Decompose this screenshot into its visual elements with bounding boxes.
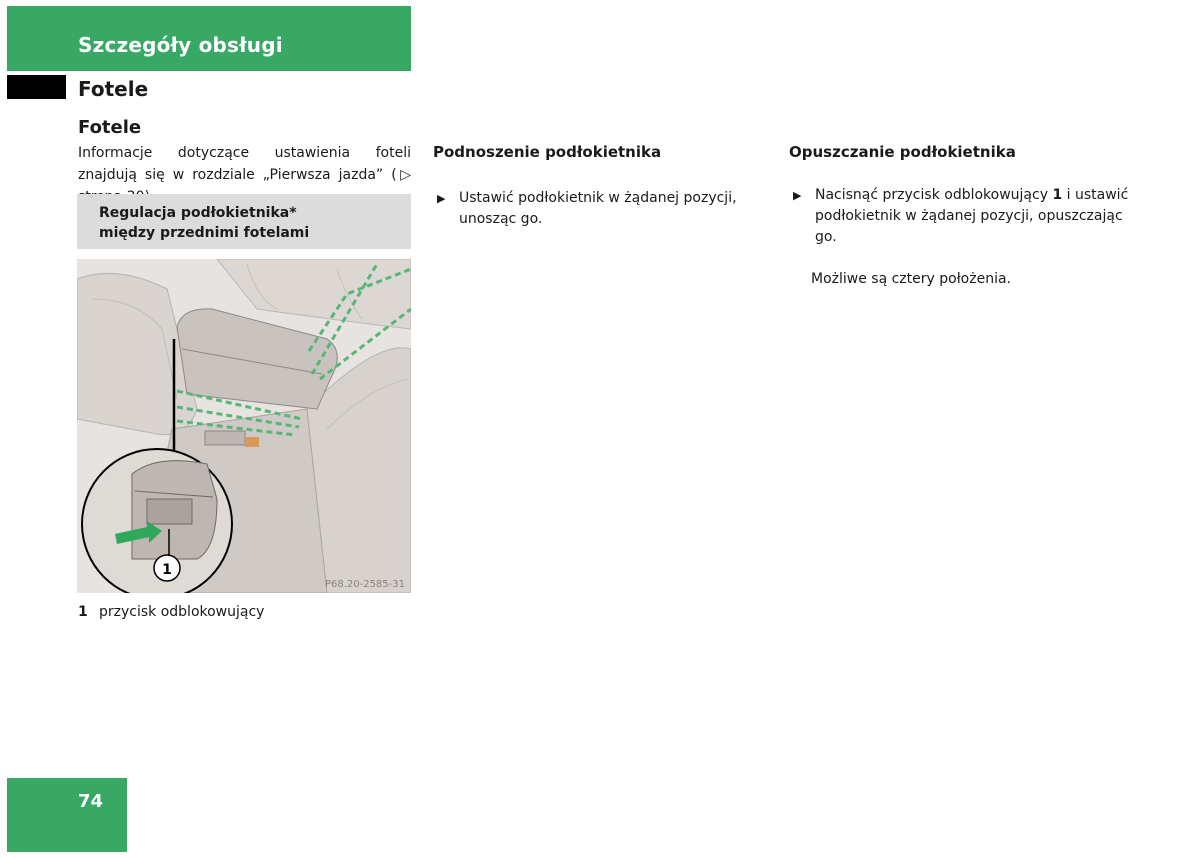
image-code: P68.20-2585-31 bbox=[324, 579, 405, 590]
legend-text: przycisk odblokowujący bbox=[99, 604, 265, 620]
page-number-band bbox=[7, 778, 127, 852]
lower-armrest-title: Opuszczanie podłokietnika bbox=[789, 143, 1016, 161]
positions-note: Możliwe są cztery położenia. bbox=[811, 271, 1011, 287]
raise-armrest-step-text: Ustawić podłokietnik w żądanej pozycji, unosząc go. bbox=[459, 190, 737, 227]
raise-armrest-title: Podnoszenie podłokietnika bbox=[433, 143, 662, 161]
intro-paragraph: Informacje dotyczące ustawienia foteli znajdują się w rozdziale „Pierwsza jazda” (▷ bbox=[78, 145, 411, 183]
legend-number: 1 bbox=[78, 604, 88, 620]
section-marker bbox=[7, 75, 66, 99]
lower-armrest-step bbox=[793, 185, 1133, 248]
lower-armrest-step-ref: 1 bbox=[1052, 187, 1063, 203]
page-number: 74 bbox=[78, 791, 104, 812]
armrest-illustration bbox=[77, 259, 411, 593]
section-title: Fotele bbox=[78, 77, 149, 101]
topic-box bbox=[77, 194, 411, 249]
lower-armrest-step-text-1: Nacisnąć przycisk odblokowujący bbox=[815, 187, 1053, 203]
callout-number: 1 bbox=[162, 562, 172, 578]
topic-box-line-2: między przednimi fotelami bbox=[99, 225, 310, 241]
topic-box-line-1: Regulacja podłokietnika* bbox=[99, 205, 297, 221]
bullet-arrow-icon: ▶ bbox=[437, 192, 446, 205]
lower-armrest-step-text-2: i ustawić podłokietnik w żądanej pozycji, opuszczając go. bbox=[815, 187, 1129, 245]
raise-armrest-step bbox=[437, 188, 747, 230]
legend-item bbox=[78, 604, 264, 620]
chapter-title: Szczegóły obsługi bbox=[78, 33, 283, 57]
bullet-arrow-icon: ▶ bbox=[793, 189, 802, 202]
subsection-title: Fotele bbox=[78, 117, 142, 138]
